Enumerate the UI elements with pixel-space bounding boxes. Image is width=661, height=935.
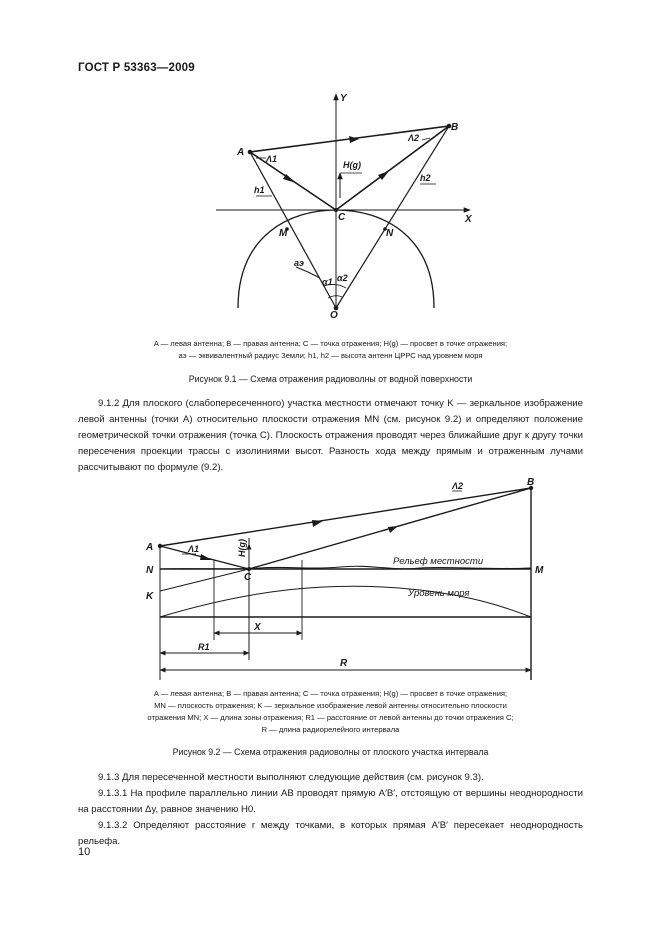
paragraphs-9-1-3 xyxy=(78,770,583,850)
label-a: A xyxy=(237,147,245,158)
label2-n: N xyxy=(146,565,154,576)
sea-level-curve xyxy=(160,586,531,617)
label2-a: A xyxy=(146,542,154,553)
figure-9-2-caption-line-3: отражения MN; X — длина зоны отражения; R1 — расстояние от левой антенны до точки отражения C; xyxy=(147,713,514,722)
label2-k: K xyxy=(146,591,154,602)
label-hg: H(g) xyxy=(343,160,361,170)
label-h1: h1 xyxy=(254,185,265,195)
label2-c: C xyxy=(244,572,252,583)
label-b: B xyxy=(451,122,459,133)
label-o: O xyxy=(330,310,338,321)
label-y: Y xyxy=(340,93,347,104)
figure-9-1-title: Рисунок 9.1 — Схема отражения радиоволны от водной поверхности xyxy=(188,374,473,384)
figure-9-2-caption-line-2: MN — плоскость отражения; K — зеркальное изображение левой антенны относительно плоскости xyxy=(154,701,507,710)
standard-header: ГОСТ Р 53363—2009 xyxy=(78,62,195,74)
label-ae: aэ xyxy=(294,258,304,268)
label2-lambda2: Λ2 xyxy=(452,481,464,491)
label2-b: B xyxy=(527,477,535,488)
label-c: C xyxy=(338,212,346,223)
label-lambda2: Λ2 xyxy=(408,133,420,143)
label2-sea: Уровень моря xyxy=(408,588,470,599)
label-h2: h2 xyxy=(420,173,431,183)
label2-relief: Рельеф местности xyxy=(393,556,484,567)
label2-r: R xyxy=(340,658,348,669)
label-x: X xyxy=(465,214,472,225)
paragraph-9-1-3: 9.1.3 Для пересеченной местности выполняют следующие действия (см. рисунок 9.3). xyxy=(98,772,484,783)
paragraph-9-1-2-text: 9.1.2 Для плоского (слабопересеченного) участка местности отмечают точку K — зеркальное изображение левой антенны (точки A) относительно плоскости отражения MN (см. рисунок 9.2) и определяют положение геометрической точки отражения (точка C). Плоскость отражения проводят через ближайшие друг к другу точки пересечения проекции трассы с изолиниями высот. Разность хода между прямым и отраженным лучами рассчитывают по формуле (9.2). xyxy=(78,398,583,473)
label2-x: X xyxy=(254,622,261,633)
label-n: N xyxy=(386,228,394,239)
label2-hg: H(g) xyxy=(237,539,247,557)
label-alpha2: α2 xyxy=(337,273,348,283)
paragraph-9-1-3-2: 9.1.3.2 Определяют расстояние r между точками, в которых прямая A′B′ пересекает неоднородность рельефа. xyxy=(78,820,583,847)
page-number: 10 xyxy=(78,846,91,858)
direct-ray-2 xyxy=(160,488,531,546)
label-alpha1: α1 xyxy=(322,277,333,287)
label-m: M xyxy=(279,228,288,239)
label-lambda1: Λ1 xyxy=(266,154,278,164)
figure-9-2-title: Рисунок 9.2 — Схема отражения радиоволны от плоского участка интервала xyxy=(172,747,489,757)
figure-9-2-caption-line-1: A — левая антенна; B — правая антенна; C — точка отражения; H(g) — просвет в точке отражения; xyxy=(153,689,508,698)
label2-lambda1: Λ1 xyxy=(188,544,200,554)
figure-9-1-caption-line-2: aэ — эквивалентный радиус Земли; h1, h2 — высота антенн ЦРРС над уровнем моря xyxy=(178,351,483,360)
paragraph-9-1-3-1: 9.1.3.1 На профиле параллельно линии AB проводят прямую A′B′, отстоящую от вершины неоднородности на расстоянии Δy, равное значению H0. xyxy=(78,788,583,815)
label2-m: M xyxy=(535,565,544,576)
figure-9-1-caption-line-1: A — левая антенна; B — правая антенна; C — точка отражения; H(g) — просвет в точке отражения; xyxy=(153,339,508,348)
label2-r1: R1 xyxy=(198,642,210,652)
figure-9-2-caption-line-4: R — длина радиорелейного интервала xyxy=(261,725,400,734)
